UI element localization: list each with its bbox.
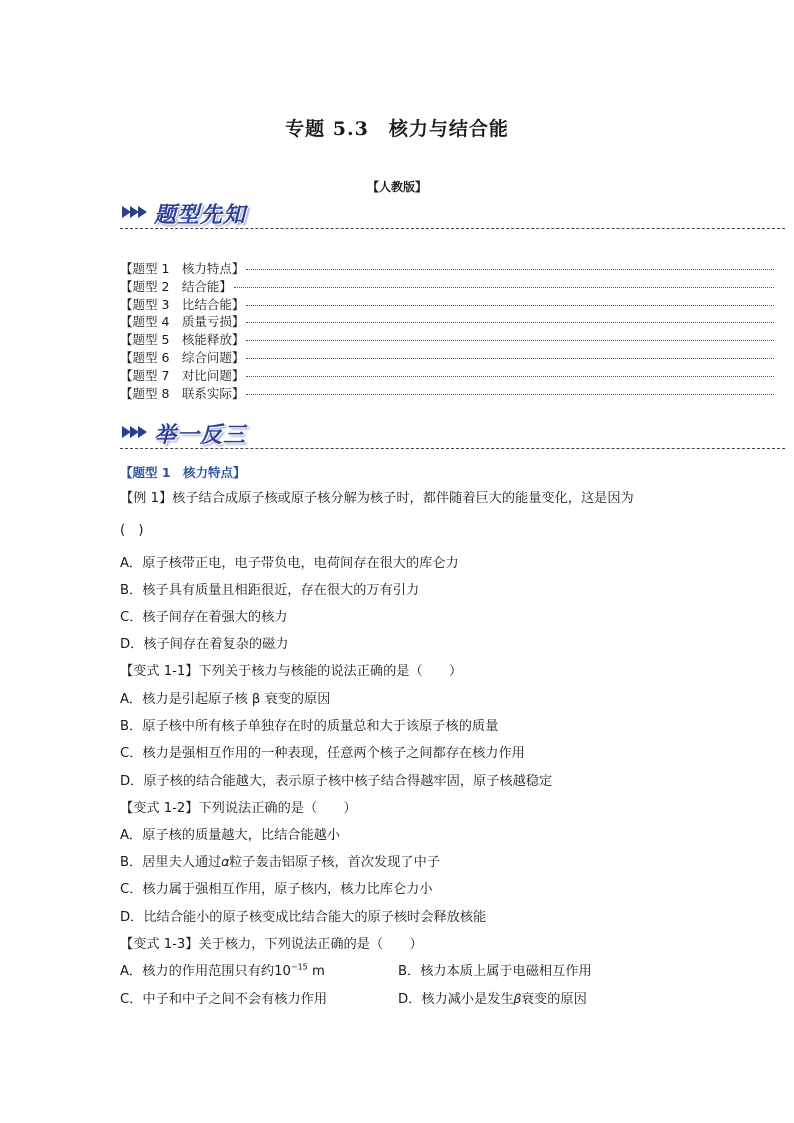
variant-stem: 【变式 1-3】关于核力，下列说法正确的是（ ） — [120, 937, 423, 952]
variant-stem: 【变式 1-2】下列说法正确的是（ ） — [120, 801, 357, 816]
option-a: A．核力的作用范围只有约$10^{-15}$ m — [120, 962, 325, 979]
toc-item-label: 【题型 8 联系实际】 — [120, 385, 245, 401]
option-a: A．核力是引起原子核 β 衰变的原因 — [120, 692, 331, 707]
toc-item-label: 【题型 1 核力特点】 — [120, 261, 245, 276]
toc-item-label: 【题型 7 对比问题】 — [120, 367, 245, 383]
option-d: D．核子间存在着复杂的磁力 — [120, 637, 289, 652]
option-c: C．核力是强相互作用的一种表现，任意两个核子之间都存在核力作用 — [120, 746, 525, 761]
toc-item-label: 【题型 6 综合问题】 — [120, 349, 245, 365]
option-b: B．原子核中所有核子单独存在时的质量总和大于该原子核的质量 — [120, 719, 499, 734]
option-b: B．居里夫人通过𝛼粒子轰击铝原子核，首次发现了中子 — [120, 855, 440, 870]
banner-title: 题型先知 — [154, 203, 247, 228]
dashed-divider — [120, 448, 785, 449]
option-c: C．核力属于强相互作用，原子核内，核力比库仑力小 — [120, 882, 433, 897]
arrows-icon — [122, 206, 146, 218]
toc-item[interactable] — [120, 260, 774, 278]
banner-title: 举一反三 — [154, 423, 247, 448]
answer-paren: ( ) — [120, 523, 144, 538]
banner-topic-preview — [120, 200, 785, 230]
variant-stem: 【变式 1-1】下列关于核力与核能的说法正确的是（ ） — [120, 664, 463, 679]
edition-label: 【人教版】 — [366, 180, 427, 194]
toc-item-label: 【题型 4 质量亏损】 — [120, 314, 245, 330]
toc-item-label: 【题型 5 核能释放】 — [120, 332, 245, 348]
topic-list — [120, 260, 774, 402]
toc-item[interactable] — [120, 367, 774, 385]
toc-item-label: 【题型 2 结合能】 — [120, 278, 232, 294]
option-a: A．原子核带正电，电子带负电，电荷间存在很大的库仑力 — [120, 556, 459, 571]
example-stem: 【例 1】核子结合成原子核或原子核分解为核子时，都伴随着巨大的能量变化，这是因为 — [120, 491, 634, 506]
option-d: D．原子核的结合能越大，表示原子核中核子结合得越牢固，原子核越稳定 — [120, 774, 553, 789]
option-c: C．核子间存在着强大的核力 — [120, 610, 288, 625]
toc-item[interactable] — [120, 349, 774, 367]
toc-item[interactable] — [120, 278, 774, 296]
arrows-icon — [122, 426, 146, 438]
option-a: A．原子核的质量越大，比结合能越小 — [120, 828, 341, 843]
toc-item[interactable] — [120, 296, 774, 314]
toc-item[interactable] — [120, 313, 774, 331]
option-d: D．核力减小是发生𝛽衰变的原因 — [398, 992, 587, 1007]
section-heading: 【题型 1 核力特点】 — [120, 465, 246, 480]
dashed-divider — [120, 228, 785, 229]
option-c: C．中子和中子之间不会有核力作用 — [120, 992, 328, 1007]
toc-item[interactable] — [120, 331, 774, 349]
option-b: B．核子具有质量且相距很近，存在很大的万有引力 — [120, 583, 420, 598]
page-title: 专题 5.3 核力与结合能 — [285, 118, 509, 140]
option-b: B．核力本质上属于电磁相互作用 — [398, 964, 592, 979]
banner-practice — [120, 420, 785, 450]
toc-item[interactable] — [120, 385, 774, 403]
toc-item-label: 【题型 3 比结合能】 — [120, 296, 245, 312]
option-d: D．比结合能小的原子核变成比结合能大的原子核时会释放核能 — [120, 910, 487, 925]
